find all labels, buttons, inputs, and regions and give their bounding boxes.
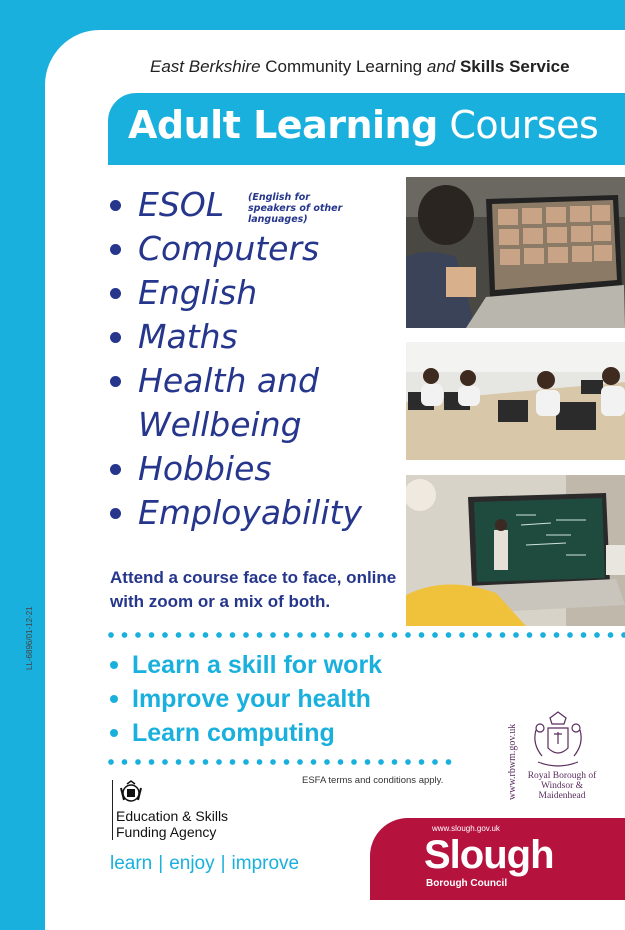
bullet [110, 200, 121, 211]
course-item-wellbeing: Wellbeing [138, 405, 302, 444]
attend-text: Attend a course face to face, online with zoom or a mix of both. [110, 568, 397, 611]
benefit-item: Learn a skill for work [108, 648, 382, 682]
bullet [110, 508, 121, 519]
benefit-item: Improve your health [108, 682, 382, 716]
slough-name: Slough [424, 833, 554, 877]
course-item-health: Health and [106, 359, 362, 403]
slough-logo [370, 818, 625, 900]
photo-classroom [406, 342, 625, 460]
esfa-terms-note: ESFA terms and conditions apply. [302, 775, 444, 786]
benefit-item: Learn computing [108, 716, 382, 750]
esfa-name: Education & Skills Funding Agency [116, 808, 229, 840]
course-item-maths: Maths [106, 315, 362, 359]
course-item-employability: Employability [106, 491, 362, 535]
course-list [106, 183, 362, 535]
bullet [110, 376, 121, 387]
dotted-divider [108, 759, 458, 765]
service-header: East Berkshire Community Learning and Skills Service [150, 57, 570, 76]
course-item-computers: Computers [106, 227, 362, 271]
rbwm-crest-icon [528, 710, 588, 772]
bullet [110, 288, 121, 299]
course-item-esol: ESOL [106, 183, 362, 227]
rbwm-name: Royal Borough of Windsor & Maidenhead [527, 771, 597, 801]
photo-online-lesson [406, 475, 625, 626]
dotted-divider [108, 632, 625, 638]
tagline: learn | enjoy | improve [110, 853, 300, 874]
logo-rule [112, 780, 113, 840]
slough-url: www.slough.gov.uk [432, 824, 500, 833]
bullet [110, 464, 121, 475]
royal-crest-icon [118, 780, 144, 806]
rbwm-url: www.rbwm.gov.uk [507, 723, 518, 800]
bullet [110, 695, 118, 703]
page-title: Adult Learning Courses [128, 103, 599, 147]
bullet [110, 332, 121, 343]
document-code: LL-6896/01-12-21 [25, 606, 34, 670]
bullet [110, 244, 121, 255]
photo-video-call [406, 177, 625, 328]
title-banner [108, 93, 625, 165]
course-item-hobbies: Hobbies [106, 447, 362, 491]
benefit-list [108, 648, 382, 750]
bullet [110, 729, 118, 737]
esol-note: (English for speakers of other languages) [248, 192, 343, 225]
bullet [110, 661, 118, 669]
slough-subtitle: Borough Council [426, 878, 508, 889]
course-item-english: English [106, 271, 362, 315]
